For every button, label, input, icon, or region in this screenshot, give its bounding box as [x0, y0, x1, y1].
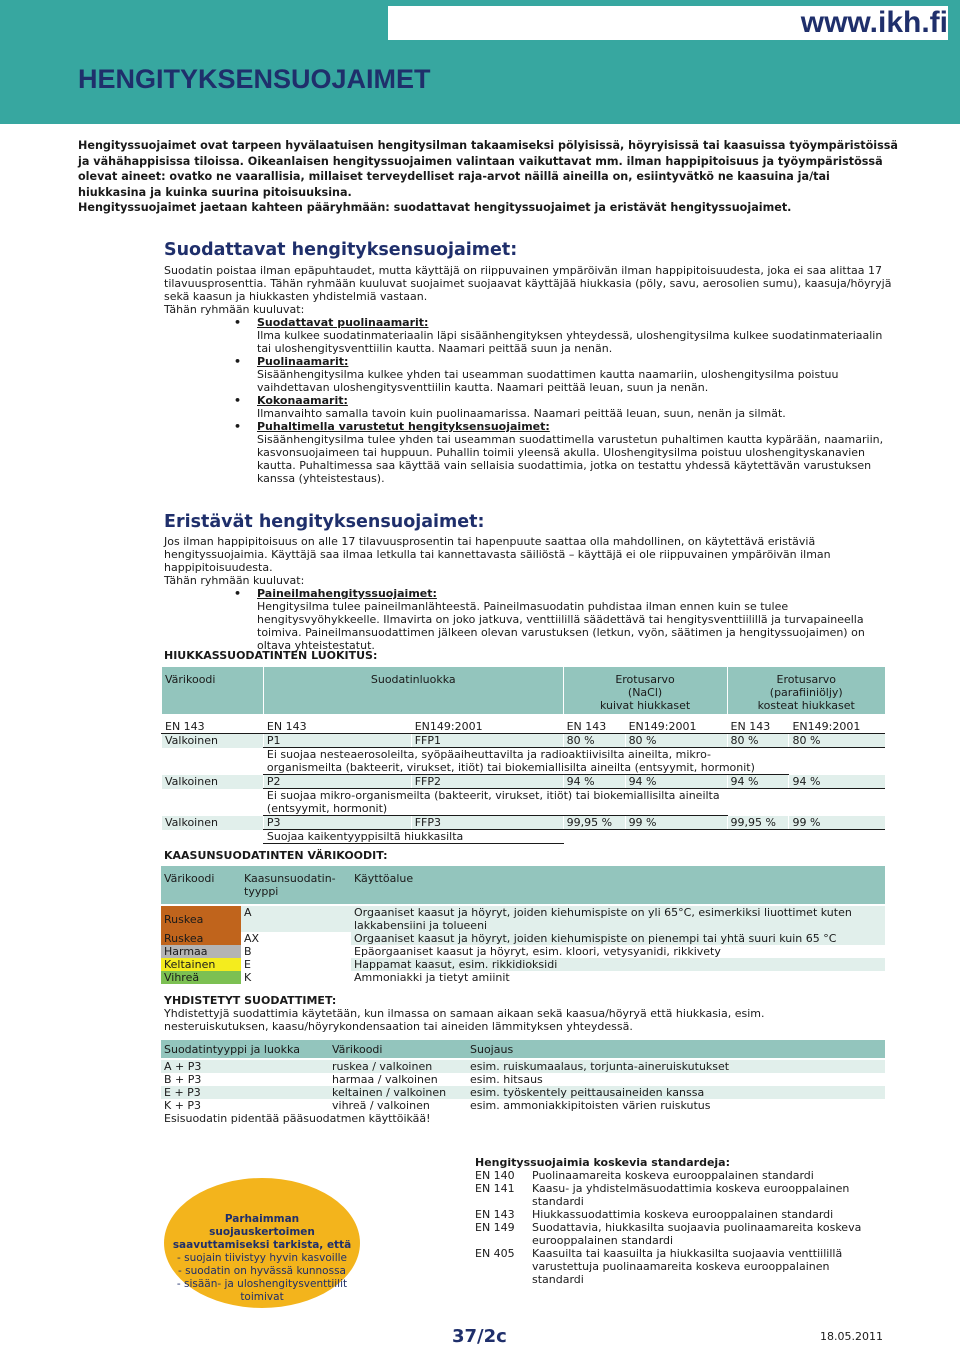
combined-row [161, 1099, 885, 1112]
gas-type: AX [244, 932, 260, 945]
footer-date: 18.05.2011 [820, 1330, 883, 1343]
filter-item-text: Sisäänhengitysilma kulkee yhden tai useamman suodattimen kautta naamariin, uloshengitysilma poistuu vaihdettavan uloshengitysventtiilin kautta. Naamari peittää leuan, suun ja nenän. [257, 368, 839, 394]
cell: 99 % [625, 816, 727, 830]
row-note: Ei suojaa nesteaerosoleilta, syöpäaiheuttavilta ja radioaktiivisilta aineilta, mikro-organismeilta (bakteerit, virukset, itiöt) tai biokemiallisilta aineilta (entsyymit, hormonit) [263, 748, 789, 775]
standard-text: Suodattavia, hiukkasilta suojaavia puolinaamareita koskeva eurooppalainen standardi [532, 1221, 862, 1247]
std-cell: EN 143 [727, 720, 789, 734]
gas-row [161, 971, 885, 984]
filter-item: • Kokonaamarit: Ilmanvaihto samalla tavoin kuin puolinaamarissa. Naamari peittää leuan, suun, nenän ja silmät. [234, 394, 786, 420]
gas-color-swatch: Harmaa [161, 945, 241, 958]
filter-item: • Puolinaamarit: Sisäänhengitysilma kulkee yhden tai useamman suodattimen kautta naamariin, uloshengitysilma poistuu vaihdettavan uloshengitysventtiilin kautta. Naamari peittää leuan, suun ja nenän. [234, 355, 839, 394]
filter-item-text: Ilma kulkee suodatinmateriaalin läpi sisäänhengityksen yhteydessä, uloshengitysilma kulkee suodatinmateriaalin tai uloshengitysventtiilin kautta. Naamari peittää suun ja nenän. [257, 329, 883, 355]
badge-line: - sisään- ja uloshengitysventtiilit [176, 1278, 348, 1290]
filter-item: • Suodattavat puolinaamarit: Ilma kulkee suodatinmateriaalin läpi sisäänhengityksen yhteydessä, uloshengitysilma kulkee suodatinmateriaalin tai uloshengitysventtiilin kautta. Naamari peittää suun ja nenän. [234, 316, 883, 355]
gas-type: K [244, 971, 252, 984]
gas-row [161, 945, 885, 958]
isolating-body [164, 535, 894, 652]
gas-use: Ammoniakki ja tietyt amiinit [354, 971, 510, 984]
gas-color-swatch: Ruskea [161, 932, 241, 945]
filter-item-title: Kokonaamarit: [257, 394, 348, 407]
page-title: HENGITYKSENSUOJAIMET [78, 64, 431, 94]
badge-line: Parhaimman [224, 1213, 300, 1225]
gas-use: Epäorgaaniset kaasut ja höyryt, esim. kloori, vetysyanidi, rikkivety [354, 945, 721, 958]
page-number-main: 37/ [452, 1326, 484, 1347]
filter-item-title: Puolinaamarit: [257, 355, 349, 368]
note-row [162, 748, 886, 775]
intro-paragraph-1: Hengityssuojaimet ovat tarpeen hyvälaatuisen hengitysilman takaamiseksi pölyisissä, höyryisissä tai kaasuissa työympäristöissä ja vähähappisissa tiloissa. Oikeanlaisen hengityssuojaimen valintaan vaikuttavat mm. ilman happipitoisuus ja työympäristössä olevat aineet: ovatko ne vaarallisia, millaiset terveydelliset raja-arvot näillä aineilla on, esiintyvätkö ne kaasuina ja/tai hiukkasina ja kuinka suurina pitoisuuksina. [78, 139, 898, 199]
filter-item: • Puhaltimella varustetut hengityksensuojaimet: Sisäänhengitysilma tulee yhden tai useamman suodattimella varustetun puhaltimen kautta kypärään, naamariin, kasvonsuojaimeen tai huppuun. Puhallin toimii yleensä akulla. Uloshengitysilma poistuu uloshengityskanavien kautta. Puhaltimessa saa käyttää vain sellaisia suodattimia, jotka on testattu yhdessä käytettävän varustuksen kanssa (yhteistestaus). [234, 420, 884, 485]
standard-text: Kaasuilta tai kaasuilta ja hiukkasilta suojaavia venttiilillä varustettuja puolinaamareita koskeva eurooppalainen standardi [532, 1247, 843, 1286]
badge-line: - suojain tiivistyy hyvin kasvoille [176, 1252, 347, 1264]
cell: A + P3 [164, 1060, 202, 1073]
cell: P3 [263, 816, 411, 830]
combined-text: Yhdistettyjä suodattimia käytetään, kun ilmassa on samaan aikaan sekä kaasua/höyryä että hiukkasia, esim. nesteruiskutuksen, kaasu/höyrykondensaation tai aineiden lämmityksen yhteydessä. [164, 1007, 765, 1033]
cell: 94 % [727, 775, 789, 789]
header-paraffin: Erotusarvo (parafiiniöljy) kosteat hiukkaset [727, 667, 885, 714]
gas-row [161, 932, 885, 945]
standard-item [475, 1247, 875, 1286]
standard-item [475, 1182, 875, 1208]
std-cell: EN149:2001 [789, 720, 885, 734]
page-number-sub: 2c [483, 1326, 507, 1347]
std-cell: EN149:2001 [625, 720, 727, 734]
gas-use: Orgaaniset kaasut ja höyryt, joiden kiehumispiste on pienempi tai yhtä suuri kuin 65 °C [351, 932, 885, 945]
combined-row [161, 1060, 885, 1073]
gas-color-swatch: Ruskea [161, 906, 241, 932]
gas-table-label: KAASUNSUODATINTEN VÄRIKOODIT: [164, 849, 388, 862]
particle-table [161, 667, 885, 844]
standard-code: EN 405 [475, 1247, 515, 1260]
filtering-heading: Suodattavat hengityksensuojaimet: [164, 240, 518, 260]
standards-heading: Hengityssuojaimia koskevia standardeja: [475, 1156, 731, 1169]
filter-item-text: Ilmanvaihto samalla tavoin kuin puolinaamarissa. Naamari peittää leuan, suun, nenän ja silmät. [257, 407, 786, 420]
std-cell: EN 143 [563, 720, 625, 734]
header-nacl: Erotusarvo (NaCl) kuivat hiukkaset [563, 667, 727, 714]
cell: FFP1 [411, 734, 563, 748]
standard-code: EN 143 [475, 1208, 515, 1221]
gas-table [161, 866, 885, 984]
note-row [162, 789, 886, 816]
combined-row [161, 1073, 885, 1086]
cell: FFP2 [411, 775, 563, 789]
cell: Valkoinen [162, 816, 264, 830]
gas-type: B [244, 945, 252, 958]
gas-color-swatch: Vihreä [161, 971, 241, 984]
gas-use: Orgaaniset kaasut ja höyryt, joiden kiehumispiste on yli 65°C, esimerkiksi liuottimet kuten lakkabensiini ja tolueeni [354, 906, 852, 932]
gas-row [161, 958, 885, 971]
standards-list [475, 1156, 875, 1286]
badge-line: suojauskertoimen [209, 1226, 315, 1238]
combined-header-row [161, 1040, 885, 1058]
intro-text [78, 138, 898, 216]
cell: B + P3 [164, 1073, 202, 1086]
badge-line: toimivat [240, 1291, 284, 1303]
cell: esim. hitsaus [470, 1073, 543, 1086]
standard-text: Hiukkassuodattimia koskeva eurooppalainen standardi [532, 1208, 834, 1221]
isolating-text: Jos ilman happipitoisuus on alle 17 tilavuusprosentin tai hapenpuute saattaa olla mahdollinen, on käytettävä eristäviä hengityssuojaimia. Käyttäjä saa ilmaa letkulla tai kannettavasta säiliöstä – käyttäjä ei ole riippuvainen ympäröivän ilman happipitoisuudesta. [164, 535, 831, 574]
cell: 80 % [727, 734, 789, 748]
isolating-heading: Eristävät hengityksensuojaimet: [164, 512, 485, 532]
gas-header-color: Värikoodi [161, 866, 241, 904]
particle-table-label: HIUKKASSUODATINTEN LUOKITUS: [164, 649, 378, 662]
cell: esim. ammoniakkipitoisten värien ruiskutus [470, 1099, 711, 1112]
gas-color-swatch: Keltainen [161, 958, 241, 971]
gas-header-row [161, 866, 885, 904]
cell: vihreä / valkoinen [332, 1099, 430, 1112]
filter-item-title: Puhaltimella varustetut hengityksensuojaimet: [257, 420, 550, 433]
standard-item [475, 1208, 875, 1221]
cell: 99,95 % [727, 816, 789, 830]
tips-badge [164, 1178, 360, 1308]
cell: Valkoinen [162, 775, 264, 789]
table-row [162, 734, 886, 748]
standard-code: EN 141 [475, 1182, 515, 1195]
filter-item-title: Suodattavat puolinaamarit: [257, 316, 429, 329]
cell: 94 % [563, 775, 625, 789]
cell: keltainen / valkoinen [332, 1086, 447, 1099]
gas-use: Happamat kaasut, esim. rikkidioksidi [351, 958, 885, 971]
std-cell: EN 143 [263, 720, 411, 734]
cell: P1 [263, 734, 411, 748]
cell: 94 % [625, 775, 727, 789]
filtering-text: Suodatin poistaa ilman epäpuhtaudet, mutta käyttäjä on riippuvainen ympäröivän ilman happipitoisuudesta, joka ei saa alittaa 17 tilavuusprosenttia. Tähän ryhmään kuuluvat suojaimet suojaavat käyttäjää hiukkasia (pöly, savu, aerosolien sumu), kaasuja/höyryjä sekä kaasun ja hiukkasten yhdistelmiä vastaan. [164, 264, 892, 303]
standard-code: EN 149 [475, 1221, 515, 1234]
cell: K + P3 [164, 1099, 202, 1112]
cell: esim. työskentely peittausaineiden kanssa [470, 1086, 705, 1099]
table-row [162, 775, 886, 789]
standard-text: Puolinaamareita koskeva eurooppalainen standardi [532, 1169, 814, 1182]
standard-code: EN 140 [475, 1169, 515, 1182]
cell: 80 % [789, 734, 885, 748]
isolating-item: • Paineilmahengityssuojaimet: Hengitysilma tulee paineilmanlähteestä. Paineilmasuodatin puhdistaa ilman ennen kuin se tulee hengitysvyöhykkeelle. Ilmavirta on joko jatkuva, venttiilillä säädettävä tai hengitysventtiilillä ja turvapaineella toimiva. Paineilmansuodattimen jälkeen olevan varustuksen (letkun, vyön, säätimen ja hengityssuojaimen) on oltava yhteistestatut. [234, 587, 865, 652]
combined-header-protection: Suojaus [467, 1040, 885, 1058]
row-note: Ei suojaa mikro-organismeilta (bakteerit, virukset, itiöt) tai biokemiallisilta aineilta (entsyymit, hormonit) [263, 789, 727, 816]
isolating-item-title: Paineilmahengityssuojaimet: [257, 587, 437, 600]
gas-type: E [244, 958, 251, 971]
combined-header-color: Värikoodi [329, 1040, 467, 1058]
std-cell: EN149:2001 [411, 720, 563, 734]
cell: 94 % [789, 775, 885, 789]
combined-note: Esisuodatin pidentää pääsuodatmen käyttöikää! [164, 1112, 431, 1125]
particle-header-row [162, 667, 886, 714]
badge-line: saavuttamiseksi tarkista, että [172, 1239, 352, 1251]
cell: E + P3 [164, 1086, 201, 1099]
isolating-item-text: Hengitysilma tulee paineilmanlähteestä. Paineilmasuodatin puhdistaa ilman ennen kuin se tulee hengitysvyöhykkeelle. Ilmavirta on joko jatkuva, venttiilillä säädettävä tai hengitysventtiilillä ja turvapaineella toimiva. Paineilmansuodattimen jälkeen olevan varustuksen (letkun, vyön, säätimen ja hengityssuojaimen) on oltava yhteistestatut. [257, 600, 865, 652]
std-cell: EN 143 [162, 720, 264, 734]
gas-header-use: Käyttöalue [351, 866, 885, 904]
cell: 80 % [563, 734, 625, 748]
cell: 80 % [625, 734, 727, 748]
site-url[interactable]: www.ikh.fi [388, 6, 948, 40]
cell: ruskea / valkoinen [332, 1060, 433, 1073]
cell: 99 % [789, 816, 885, 830]
intro-paragraph-2: Hengityssuojaimet jaetaan kahteen pääryhmään: suodattavat hengityssuojaimet ja eristävät hengityssuojaimet. [78, 201, 792, 215]
note-row [162, 830, 886, 844]
gas-row [161, 906, 885, 932]
row-note: Suojaa kaikentyyppisiltä hiukkasilta [263, 830, 563, 844]
page-number [452, 1326, 507, 1347]
standards-row [162, 720, 886, 734]
filter-item-text: Sisäänhengitysilma tulee yhden tai useamman suodattimella varustetun puhaltimen kautta kypärään, naamariin, kasvonsuojaimeen tai huppuun. Puhallin toimii yleensä akulla. Uloshengitysilma poistuu uloshengityskanavien kautta. Puhaltimessa saa käyttää vain sellaisia suodattimia, jotka on testattu yhdessä käytettävän varustuksen kanssa (yhteistestaus). [257, 433, 884, 485]
gas-header-type: Kaasunsuodatin- tyyppi [241, 866, 351, 904]
gas-type: A [244, 906, 252, 919]
cell: FFP3 [411, 816, 563, 830]
combined-header-type: Suodatintyyppi ja luokka [161, 1040, 329, 1058]
cell: P2 [263, 775, 411, 789]
combined-row [161, 1086, 885, 1099]
badge-line: - suodatin on hyvässä kunnossa [178, 1265, 346, 1277]
filtering-group-label: Tähän ryhmään kuuluvat: [164, 303, 305, 316]
isolating-group-label: Tähän ryhmään kuuluvat: [164, 574, 305, 587]
header-color-code: Värikoodi [162, 667, 264, 714]
standard-text: Kaasu- ja yhdistelmäsuodattimia koskeva eurooppalainen standardi [532, 1182, 850, 1208]
standard-item [475, 1169, 875, 1182]
table-row [162, 816, 886, 830]
combined-label: YHDISTETYT SUODATTIMET: [164, 994, 337, 1007]
cell: Valkoinen [162, 734, 264, 748]
cell: esim. ruiskumaalaus, torjunta-aineruiskutukset [470, 1060, 730, 1073]
cell: 99,95 % [563, 816, 625, 830]
header-filter-class: Suodatinluokka [263, 667, 563, 714]
standard-item [475, 1221, 875, 1247]
filtering-body [164, 264, 894, 485]
cell: harmaa / valkoinen [332, 1073, 438, 1086]
combined-table [161, 1040, 885, 1125]
